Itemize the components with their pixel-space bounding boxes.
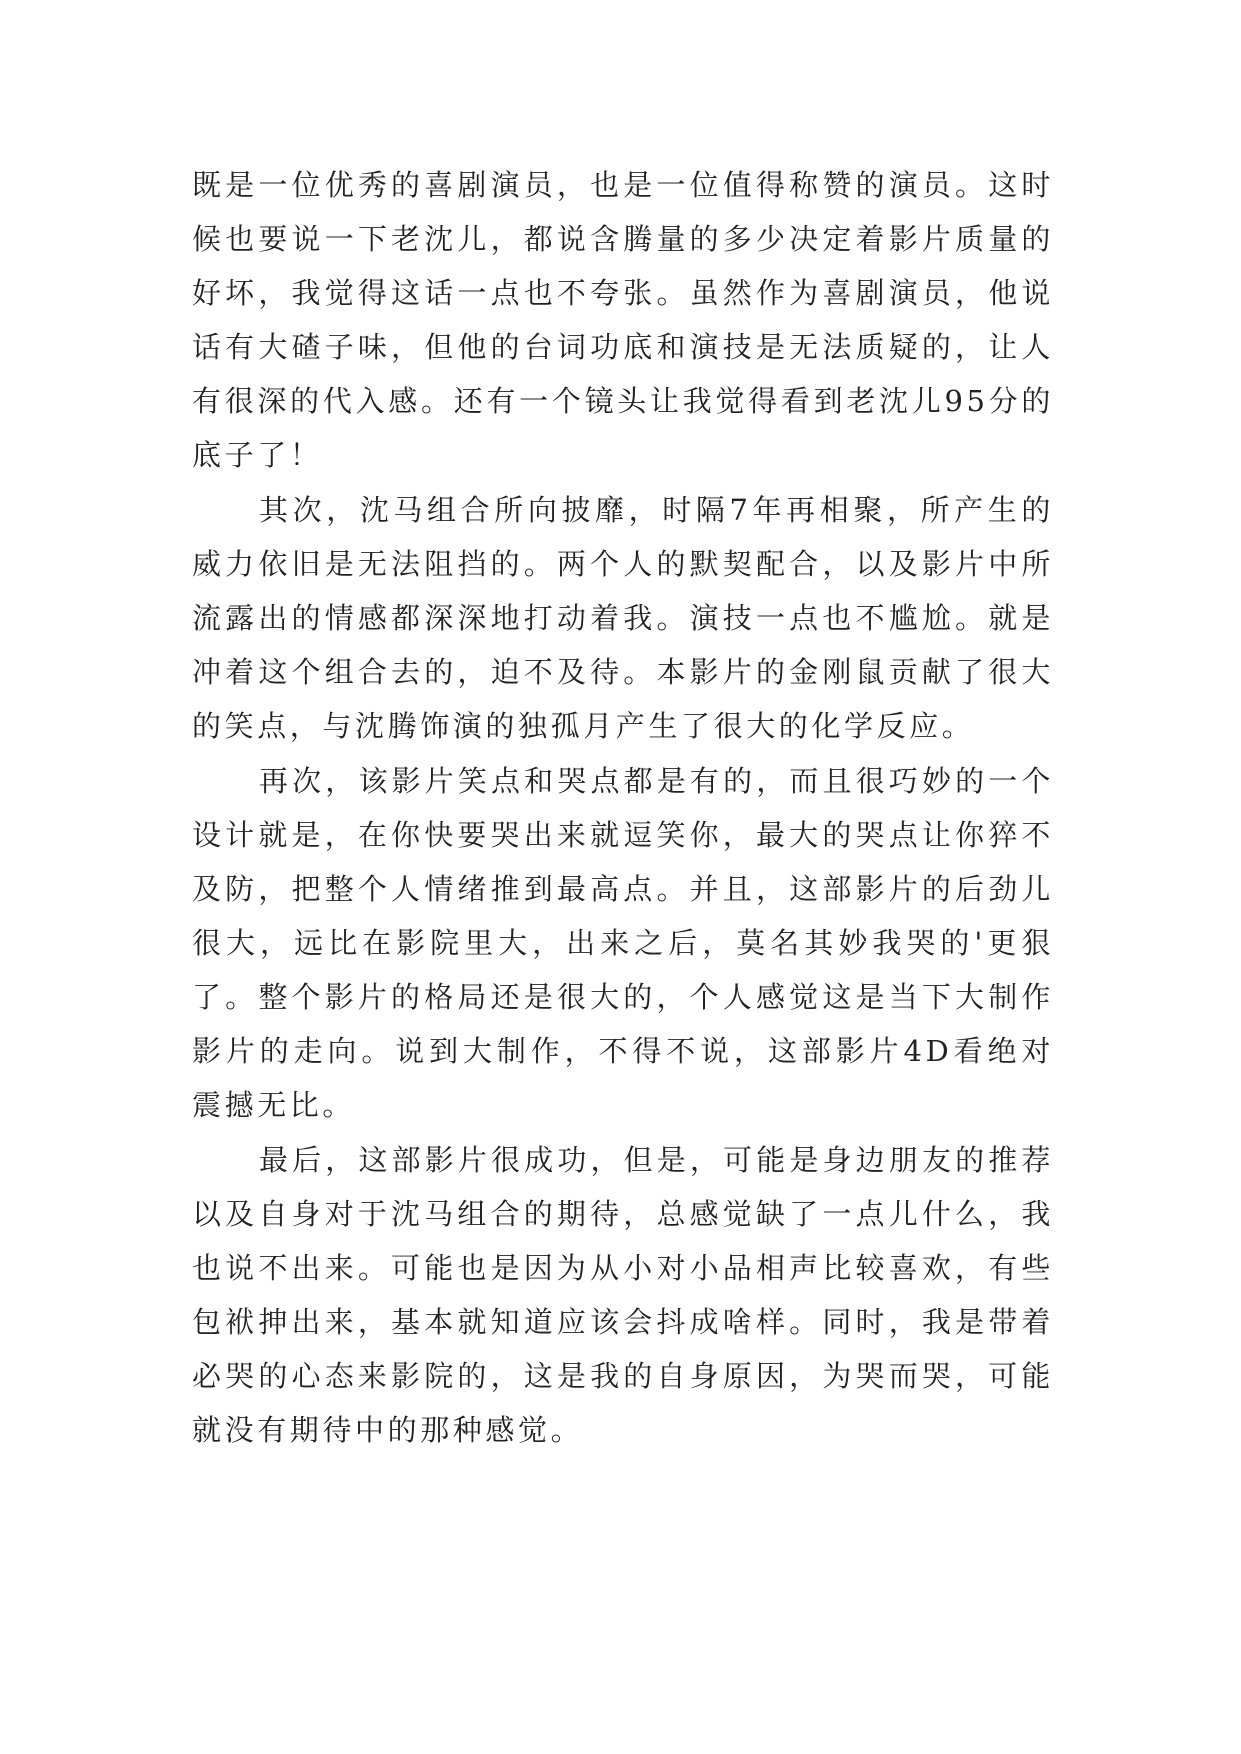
paragraph-1: 既是一位优秀的喜剧演员，也是一位值得称赞的演员。这时候也要说一下老沈儿，都说含腾量的多少决定着影片质量的好坏，我觉得这话一点也不夸张。虽然作为喜剧演员，他说话有大碴子味，但他的台词功底和演技是无法质疑的，让人有很深的代入感。还有一个镜头让我觉得看到老沈儿95分的底子了！	[192, 168, 1054, 472]
body-text	[192, 158, 1054, 1458]
paragraph-2: 其次，沈马组合所向披靡，时隔7年再相聚，所产生的威力依旧是无法阻挡的。两个人的默契配合，以及影片中所流露出的情感都深深地打动着我。演技一点也不尴尬。就是冲着这个组合去的，迫不及待。本影片的金刚鼠贡献了很大的笑点，与沈腾饰演的独孤月产生了很大的化学反应。	[192, 493, 1054, 743]
paragraph-4: 最后，这部影片很成功，但是，可能是身边朋友的推荐以及自身对于沈马组合的期待，总感觉缺了一点儿什么，我也说不出来。可能也是因为从小对小品相声比较喜欢，有些包袱抻出来，基本就知道应该会抖成啥样。同时，我是带着必哭的心态来影院的，这是我的自身原因，为哭而哭，可能就没有期待中的那种感觉。	[192, 1143, 1054, 1447]
paragraph-3: 再次，该影片笑点和哭点都是有的，而且很巧妙的一个设计就是，在你快要哭出来就逗笑你，最大的哭点让你猝不及防，把整个人情绪推到最高点。并且，这部影片的后劲儿很大，远比在影院里大，出来之后，莫名其妙我哭的'更狠了。整个影片的格局还是很大的，个人感觉这是当下大制作影片的走向。说到大制作，不得不说，这部影片4D看绝对震撼无比。	[192, 764, 1054, 1122]
